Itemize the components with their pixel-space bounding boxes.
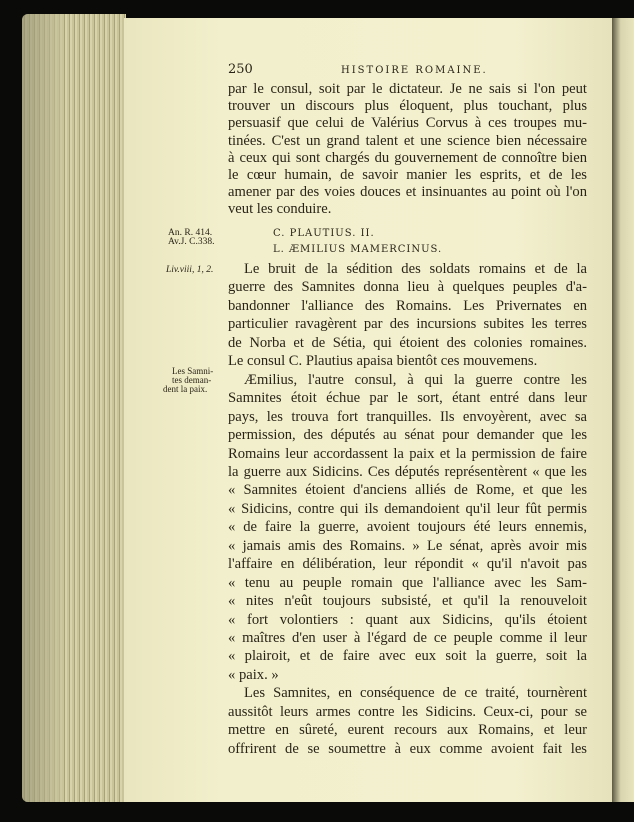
text-line: Le bruit de la sédition des soldats romains et de la [244, 261, 587, 277]
text-line: Les Samnites, en conséquence de ce traité, tournèrent [244, 685, 587, 702]
text-line: Æmilius, l'autre consul, à qui la guerre contre les [244, 371, 587, 388]
text-line: offrirent de se soumettre à eux comme avoient fait les [228, 740, 587, 757]
text-line: amener par des voies douces et insinuantes au point où l'on [228, 184, 587, 201]
page-number: 250 [228, 62, 253, 77]
text-line: « plairoit, et de faire avec eux soit la guerre, soit la [228, 648, 587, 665]
text-line: « tenu au peuple romain que l'alliance avec les Sam- [228, 574, 587, 591]
text-line: « paix. » [228, 666, 279, 683]
consul-2: L. ÆMILIUS MAMERCINUS. [273, 244, 443, 255]
text-line: « maîtres d'en user à l'égard de ce peuple comme il leur [228, 630, 587, 646]
text-line: guerre des Samnites donna lieu à quelques peuples d'a- [228, 279, 587, 296]
text-line: « Samnites étoient d'anciens alliés de Rome, et que les [228, 482, 587, 499]
text-line: bandonner l'alliance des Romains. Les Privernates en [228, 297, 587, 314]
text-line: l'affaire en délibération, leur répondit « qu'il n'avoit pas [228, 556, 587, 573]
margin-note-line: dent la paix. [163, 384, 208, 394]
text-line: le cœur humain, de savoir manier les esprits, et de les [228, 167, 587, 183]
text-line: « de faire la guerre, avoient toujours été leurs ennemis, [228, 519, 587, 536]
facing-page-edge [612, 18, 634, 802]
margin-reference: Liv.viii, 1, 2. [166, 265, 214, 275]
text-line: mettre en sûreté, eurent recours aux Romains, et leur [228, 722, 587, 739]
text-line: permission, des députés au sénat pour demander que les [228, 427, 587, 444]
text-line: la guerre aux Sidicins. Ces députés représentèrent « que les [228, 463, 587, 480]
text-line: aussitôt leurs armes contre les Sidicins. Ceux-ci, pour se [228, 703, 587, 720]
text-line: persuasif que celui de Valérius Corvus à ces troupes mu- [228, 115, 587, 132]
text-line: Samnites étoit échue par le sort, étant entré dans leur [228, 390, 587, 407]
text-line: « Sidicins, contre qui ils demandoient qu'il leur fût permis [228, 500, 587, 517]
consul-1: C. PLAUTIUS. II. [273, 228, 375, 239]
margin-note-line: tes deman- [172, 375, 212, 385]
text-line: de Norba et de Sétia, qui étoient des colonies romaines. [228, 334, 587, 351]
margin-note-line: Les Samni- [172, 366, 214, 376]
running-title: HISTOIRE ROMAINE. [341, 65, 488, 76]
text-line: pays, les trouva fort tranquilles. Ils envoyèrent, avec sa [228, 408, 587, 425]
text-line: « nites n'eût toujours subsisté, et qu'il la renouveloit [228, 593, 587, 610]
text-line: « jamais amis des Romains. » Le sénat, après avoir mis [228, 537, 587, 554]
text-line: Le consul C. Plautius apaisa bientôt ces mouvemens. [228, 353, 538, 370]
book-spine-shadow [22, 14, 62, 802]
text-line: « fort volontiers : quant aux Sidicins, qu'ils étoient [228, 611, 587, 628]
year-note-rome: An. R. 414. [168, 228, 213, 238]
text-line: tinées. C'est un grand talent et une science bien nécessaire [228, 132, 587, 149]
text-line: à ceux qui sont chargés du gouvernement de connoître bien [228, 149, 587, 166]
text-line: particulier ravagèrent par des incursions subites les terres [228, 316, 587, 333]
text-line: trouver un discours plus éloquent, plus touchant, plus [228, 98, 587, 115]
text-line: Romains leur accordassent la paix et la permission de faire [228, 445, 587, 462]
text-line: par le consul, soit par le dictateur. Je ne sais si l'on peut [228, 81, 587, 97]
text-line: veut les conduire. [228, 201, 332, 218]
year-note-bc: Av.J. C.338. [168, 237, 215, 247]
